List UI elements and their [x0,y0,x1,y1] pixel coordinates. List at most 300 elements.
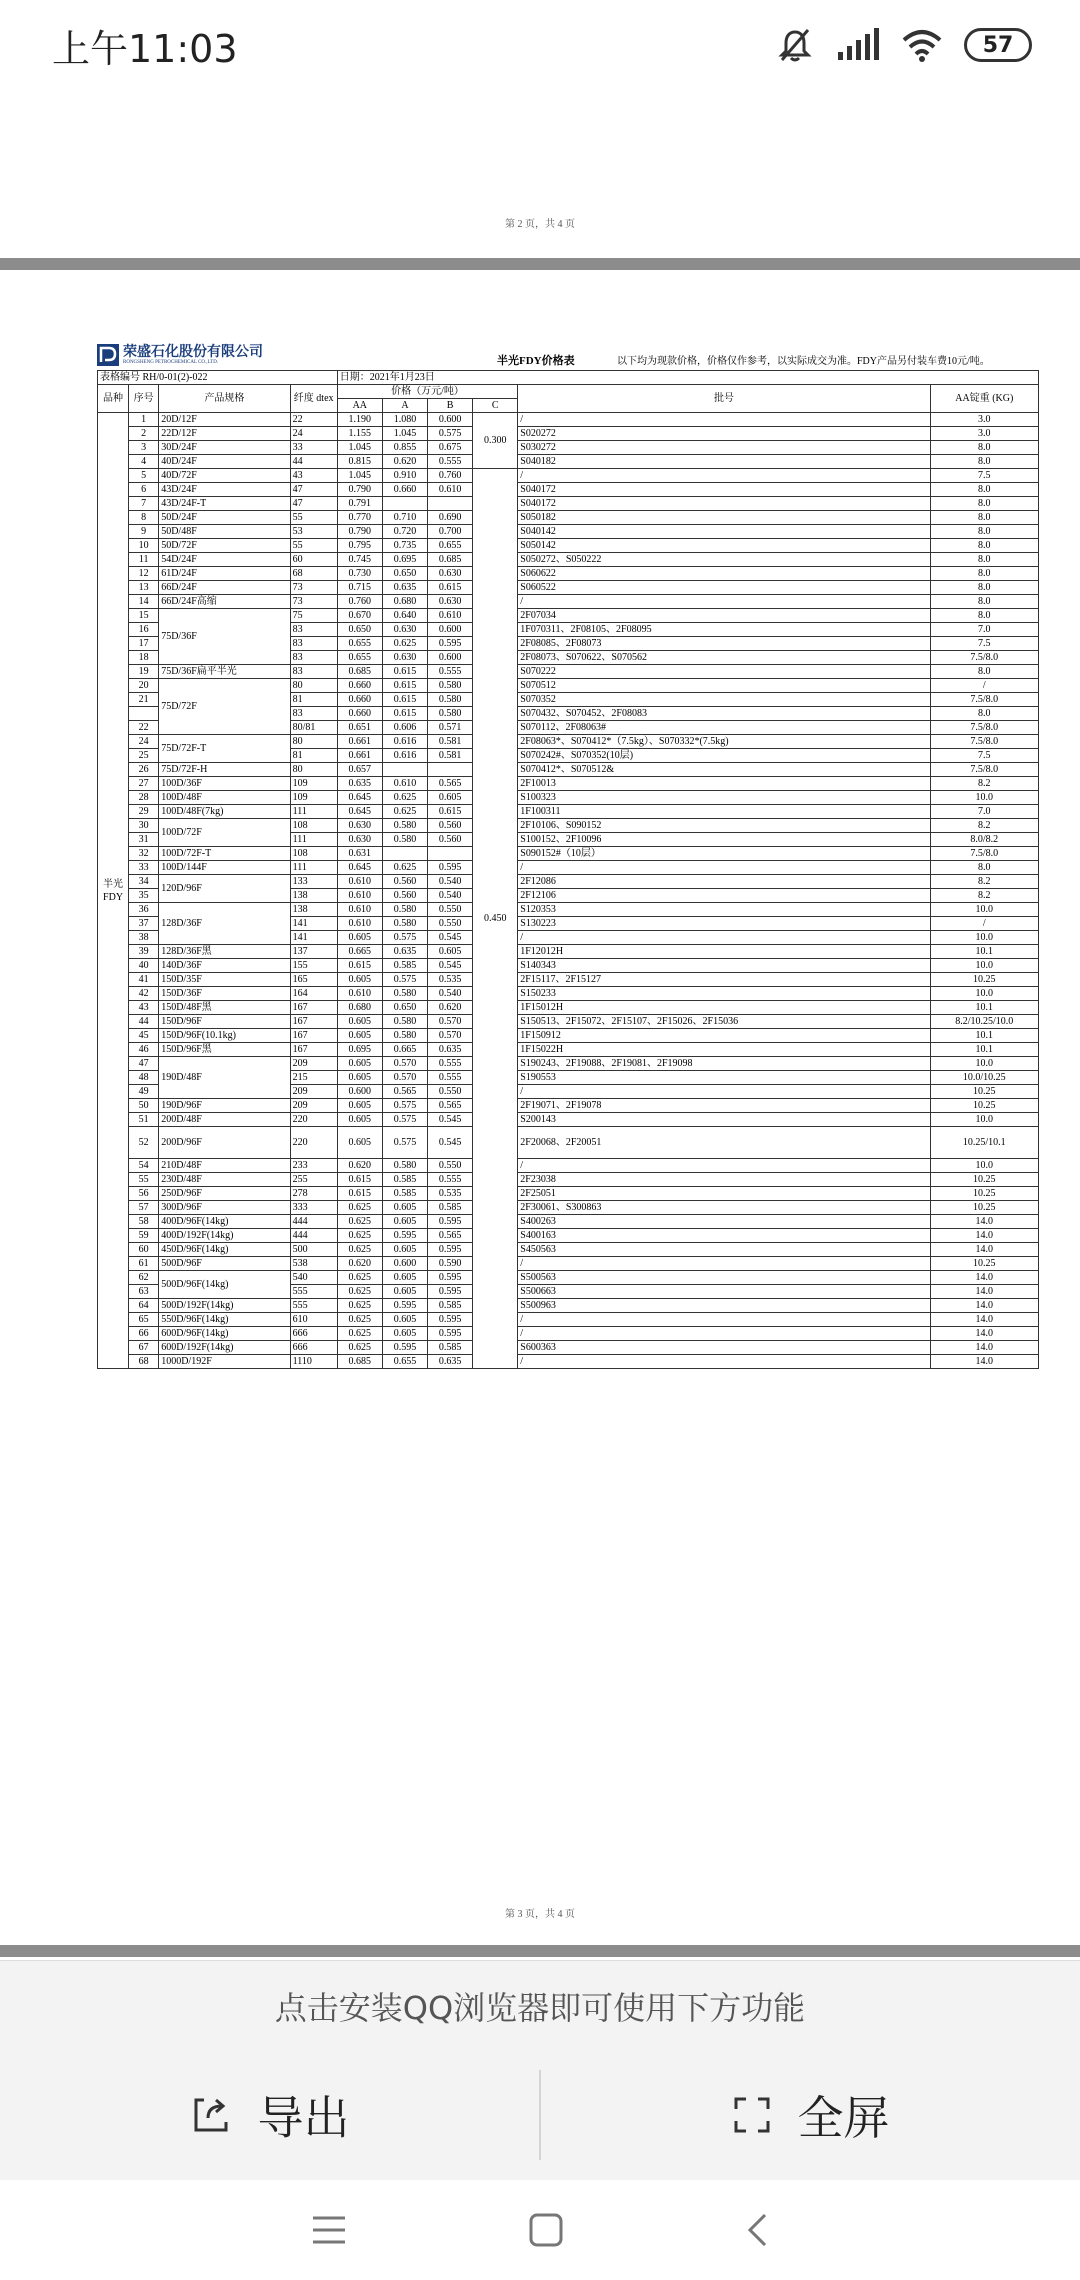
spec-cell: 150D/35F [159,973,290,987]
header-grade-aa: AA [337,399,382,413]
dtex-cell: 80 [290,735,337,749]
seq-cell: 39 [129,945,159,959]
page-separator [0,1945,1080,1957]
dtex-cell: 278 [290,1187,337,1201]
batch-cell: / [518,469,930,483]
dtex-cell: 555 [290,1285,337,1299]
seq-cell: 55 [129,1173,159,1187]
weight-cell: 8.0 [930,861,1038,875]
dtex-cell: 80 [290,679,337,693]
seq-cell: 16 [129,623,159,637]
price-aa-cell: 0.615 [337,1187,382,1201]
seq-cell: 20 [129,679,159,693]
table-row [98,1215,1039,1229]
price-b-cell: 0.540 [428,889,473,903]
batch-cell: S500963 [518,1299,930,1313]
price-document[interactable] [97,340,1039,1369]
table-row [98,413,1039,427]
price-a-cell: 0.735 [382,539,427,553]
export-button[interactable] [0,2050,539,2180]
table-row [98,427,1039,441]
batch-cell: 2F20068、2F20051 [518,1127,930,1159]
price-b-cell: 0.545 [428,1127,473,1159]
table-row [98,469,1039,483]
batch-cell: S190553 [518,1071,930,1085]
dtex-cell: 47 [290,483,337,497]
dtex-cell: 444 [290,1229,337,1243]
price-b-cell: 0.630 [428,595,473,609]
price-aa-cell: 0.625 [337,1229,382,1243]
weight-cell: 7.5/8.0 [930,735,1038,749]
spec-cell: 40D/24F [159,455,290,469]
seq-cell: 3 [129,441,159,455]
table-row [98,1127,1039,1159]
price-b-cell: 0.685 [428,553,473,567]
price-aa-cell: 0.631 [337,847,382,861]
battery-indicator: 57 [964,28,1032,62]
table-row [98,609,1039,623]
seq-cell: 6 [129,483,159,497]
weight-cell: 8.2 [930,819,1038,833]
page-label-bottom: 第 3 页，共 4 页 [505,1909,575,1920]
price-b-cell: 0.535 [428,1187,473,1201]
seq-cell: 49 [129,1085,159,1099]
price-b-cell: 0.585 [428,1201,473,1215]
price-aa-cell: 0.620 [337,1159,382,1173]
weight-cell: 10.25 [930,1085,1038,1099]
price-a-cell: 0.605 [382,1201,427,1215]
price-a-cell: 0.580 [382,987,427,1001]
table-row [98,539,1039,553]
spec-cell: 550D/96F(14kg) [159,1313,290,1327]
seq-cell: 35 [129,889,159,903]
price-b-cell: 0.600 [428,651,473,665]
table-row [98,1043,1039,1057]
spec-cell: 100D/72F-T [159,847,290,861]
table-row [98,1229,1039,1243]
price-b-cell: 0.555 [428,455,473,469]
dtex-cell: 167 [290,1015,337,1029]
dtex-cell: 83 [290,665,337,679]
status-icons [776,24,1032,66]
price-aa-cell: 0.670 [337,609,382,623]
price-aa-cell: 0.625 [337,1299,382,1313]
seq-cell: 38 [129,931,159,945]
weight-cell: 8.0 [930,553,1038,567]
seq-cell: 1 [129,413,159,427]
weight-cell: 10.0 [930,931,1038,945]
table-row [98,1313,1039,1327]
price-a-cell: 1.080 [382,413,427,427]
table-row [98,1187,1039,1201]
table-row [98,959,1039,973]
price-a-cell: 0.585 [382,959,427,973]
seq-cell: 43 [129,1001,159,1015]
spec-cell: 250D/96F [159,1187,290,1201]
batch-cell: 2F08063*、S070412*（7.5kg）、S070332*(7.5kg) [518,735,930,749]
price-a-cell: 0.570 [382,1071,427,1085]
dtex-cell: 167 [290,1001,337,1015]
weight-cell: 8.0 [930,441,1038,455]
dtex-cell: 80/81 [290,721,337,735]
batch-cell: / [518,1327,930,1341]
dtex-cell: 333 [290,1201,337,1215]
weight-cell: 14.0 [930,1313,1038,1327]
price-a-cell: 0.650 [382,567,427,581]
weight-cell: 10.0 [930,791,1038,805]
table-row [98,875,1039,889]
dtex-cell: 24 [290,427,337,441]
price-a-cell: 0.585 [382,1173,427,1187]
spec-cell: 500D/96F [159,1257,290,1271]
table-row [98,777,1039,791]
spec-cell: 500D/96F(14kg) [159,1271,290,1299]
price-aa-cell: 0.657 [337,763,382,777]
price-b-cell: 0.595 [428,1215,473,1229]
price-b-cell: 0.600 [428,623,473,637]
batch-cell: S140343 [518,959,930,973]
menu-icon[interactable] [311,2214,347,2246]
seq-cell: 30 [129,819,159,833]
status-time: 上午11:03 [52,27,238,71]
table-row [98,455,1039,469]
seq-cell: 27 [129,777,159,791]
dtex-cell: 83 [290,637,337,651]
weight-cell: 14.0 [930,1299,1038,1313]
batch-cell: S100152、2F10096 [518,833,930,847]
price-aa-cell: 0.665 [337,945,382,959]
price-a-cell: 0.910 [382,469,427,483]
system-nav-bar [0,2180,1080,2280]
spec-cell: 140D/36F [159,959,290,973]
install-banner[interactable]: 点击安装QQ浏览器即可使用下方功能 [0,1960,1080,2051]
batch-cell: 2F08085、2F08073 [518,637,930,651]
batch-cell: 2F25051 [518,1187,930,1201]
batch-cell: S050272、S050222 [518,553,930,567]
weight-cell: 10.0 [930,1159,1038,1173]
dtex-cell: 444 [290,1215,337,1229]
price-aa-cell: 0.630 [337,833,382,847]
dtex-cell: 141 [290,931,337,945]
table-row [98,945,1039,959]
export-icon [190,2094,232,2136]
spec-cell: 43D/24F [159,483,290,497]
price-b-cell: 0.760 [428,469,473,483]
dtex-cell: 83 [290,707,337,721]
batch-cell: S600363 [518,1341,930,1355]
form-number: 表格编号 RH/0-01(2)-022 [98,371,338,385]
weight-cell: 10.0 [930,903,1038,917]
price-b-cell: 0.565 [428,1099,473,1113]
weight-cell: 8.0 [930,525,1038,539]
dtex-cell: 111 [290,833,337,847]
price-aa-cell: 0.795 [337,539,382,553]
dtex-cell: 109 [290,791,337,805]
price-b-cell: 0.550 [428,1159,473,1173]
seq-cell: 56 [129,1187,159,1201]
dtex-cell: 538 [290,1257,337,1271]
batch-cell: S020272 [518,427,930,441]
batch-cell: S040182 [518,455,930,469]
home-icon[interactable] [528,2212,564,2248]
price-a-cell: 0.625 [382,805,427,819]
price-c-cell: 0.300 [473,413,518,469]
batch-cell: S060622 [518,567,930,581]
price-aa-cell: 0.730 [337,567,382,581]
batch-cell: S100323 [518,791,930,805]
document-note: 以下均为现款价格，价格仅作参考，以实际成交为准。FDY产品另付装车费10元/吨。 [617,356,990,367]
price-a-cell: 0.610 [382,777,427,791]
spec-cell: 100D/48F(7kg) [159,805,290,819]
dtex-cell: 233 [290,1159,337,1173]
weight-cell: 10.0 [930,1113,1038,1127]
seq-cell: 26 [129,763,159,777]
weight-cell: 7.5/8.0 [930,693,1038,707]
price-aa-cell: 0.625 [337,1341,382,1355]
price-b-cell: 0.655 [428,539,473,553]
price-b-cell: 0.585 [428,1341,473,1355]
batch-cell: 2F10013 [518,777,930,791]
table-row [98,861,1039,875]
price-a-cell: 0.605 [382,1271,427,1285]
dtex-cell: 80 [290,763,337,777]
weight-cell: 10.0 [930,1057,1038,1071]
price-b-cell: 0.595 [428,1271,473,1285]
dtex-cell: 53 [290,525,337,539]
table-row [98,819,1039,833]
price-aa-cell: 0.600 [337,1085,382,1099]
price-aa-cell: 0.645 [337,791,382,805]
price-b-cell: 0.555 [428,1173,473,1187]
back-icon[interactable] [745,2212,769,2248]
batch-cell: / [518,1159,930,1173]
batch-cell: 1F12012H [518,945,930,959]
weight-cell: 7.5 [930,637,1038,651]
price-b-cell: 0.555 [428,665,473,679]
weight-cell: 10.25 [930,1187,1038,1201]
weight-cell: 8.0 [930,595,1038,609]
header-spec: 产品规格 [159,385,290,413]
seq-cell: 65 [129,1313,159,1327]
price-a-cell: 0.605 [382,1243,427,1257]
price-aa-cell: 0.660 [337,693,382,707]
header-grade-b: B [428,399,473,413]
fullscreen-label: 全屏 [797,2091,890,2145]
batch-cell: S070242#、S070352(10层) [518,749,930,763]
seq-cell: 67 [129,1341,159,1355]
dtex-cell: 220 [290,1113,337,1127]
table-row [98,987,1039,1001]
batch-cell: 2F12086 [518,875,930,889]
weight-cell: 10.25 [930,1099,1038,1113]
dtex-cell: 43 [290,469,337,483]
seq-cell: 21 [129,693,159,707]
price-aa-cell: 0.645 [337,861,382,875]
batch-cell: / [518,1085,930,1099]
spec-cell: 50D/24F [159,511,290,525]
weight-cell: 14.0 [930,1327,1038,1341]
seq-cell: 5 [129,469,159,483]
weight-cell: 8.0 [930,539,1038,553]
dtex-cell: 81 [290,693,337,707]
price-a-cell: 0.605 [382,1313,427,1327]
price-b-cell: 0.595 [428,861,473,875]
dtex-cell: 540 [290,1271,337,1285]
price-b-cell: 0.615 [428,805,473,819]
price-b-cell: 0.635 [428,1355,473,1369]
dtex-cell: 1110 [290,1355,337,1369]
price-c-cell: 0.450 [473,469,518,1369]
price-b-cell: 0.570 [428,1015,473,1029]
weight-cell: 7.5/8.0 [930,651,1038,665]
weight-cell: 10.25 [930,1173,1038,1187]
price-b-cell: 0.605 [428,791,473,805]
spec-cell: 150D/48F黑 [159,1001,290,1015]
seq-cell: 29 [129,805,159,819]
price-a-cell: 0.580 [382,1015,427,1029]
spec-cell: 600D/192F(14kg) [159,1341,290,1355]
dtex-cell: 83 [290,623,337,637]
batch-cell: / [518,861,930,875]
weight-cell: 10.25 [930,1201,1038,1215]
dtex-cell: 68 [290,567,337,581]
batch-cell: S070352 [518,693,930,707]
spec-cell: 230D/48F [159,1173,290,1187]
seq-cell: 2 [129,427,159,441]
price-aa-cell: 0.605 [337,1127,382,1159]
price-a-cell: 0.695 [382,553,427,567]
price-aa-cell: 0.605 [337,973,382,987]
dtex-cell: 215 [290,1071,337,1085]
price-aa-cell: 0.615 [337,1173,382,1187]
seq-cell: 58 [129,1215,159,1229]
header-seq: 序号 [129,385,159,413]
seq-cell: 62 [129,1271,159,1285]
fullscreen-button[interactable] [541,2050,1080,2180]
header-grade-c: C [473,399,518,413]
spec-cell: 190D/48F [159,1057,290,1099]
batch-cell: 2F19071、2F19078 [518,1099,930,1113]
seq-cell: 47 [129,1057,159,1071]
batch-cell: S050182 [518,511,930,525]
price-aa-cell: 1.155 [337,427,382,441]
price-aa-cell: 0.610 [337,889,382,903]
table-row [98,1159,1039,1173]
table-row [98,595,1039,609]
action-bar [0,2050,1080,2180]
fullscreen-icon [732,2095,772,2135]
table-row [98,791,1039,805]
price-a-cell: 0.640 [382,609,427,623]
table-row [98,1001,1039,1015]
seq-cell: 4 [129,455,159,469]
dtex-cell: 167 [290,1029,337,1043]
price-a-cell: 0.595 [382,1341,427,1355]
weight-cell: 10.25/10.1 [930,1127,1038,1159]
weight-cell: 10.0 [930,959,1038,973]
seq-cell: 64 [129,1299,159,1313]
price-aa-cell: 0.625 [337,1285,382,1299]
table-row [98,847,1039,861]
spec-cell: 450D/96F(14kg) [159,1243,290,1257]
batch-cell: / [518,413,930,427]
spec-cell: 150D/96F黑 [159,1043,290,1057]
price-b-cell: 0.540 [428,875,473,889]
price-b-cell [428,497,473,511]
batch-cell: 2F10106、S090152 [518,819,930,833]
table-row [98,665,1039,679]
table-row [98,1015,1039,1029]
dtex-cell: 167 [290,1043,337,1057]
price-a-cell: 0.635 [382,581,427,595]
dtex-cell: 111 [290,861,337,875]
price-a-cell: 0.605 [382,1215,427,1229]
seq-cell: 33 [129,861,159,875]
weight-cell: 8.0 [930,567,1038,581]
price-b-cell: 0.545 [428,1113,473,1127]
batch-cell: 2F12106 [518,889,930,903]
table-row [98,1243,1039,1257]
price-b-cell: 0.615 [428,581,473,595]
header-grade-a: A [382,399,427,413]
dtex-cell: 500 [290,1243,337,1257]
weight-cell: 10.0/10.25 [930,1071,1038,1085]
batch-cell: 2F15117、2F15127 [518,973,930,987]
price-aa-cell: 0.661 [337,735,382,749]
spec-cell: 190D/96F [159,1099,290,1113]
seq-cell: 17 [129,637,159,651]
weight-cell: 14.0 [930,1229,1038,1243]
batch-cell: 1F15022H [518,1043,930,1057]
company-logo-icon [97,344,119,366]
table-row [98,763,1039,777]
weight-cell: 14.0 [930,1271,1038,1285]
batch-cell: S400263 [518,1215,930,1229]
seq-cell: 57 [129,1201,159,1215]
seq-cell: 15 [129,609,159,623]
table-row [98,581,1039,595]
price-aa-cell: 0.791 [337,497,382,511]
spec-cell: 54D/24F [159,553,290,567]
price-b-cell: 0.575 [428,427,473,441]
weight-cell: 7.5/8.0 [930,763,1038,777]
dtex-cell: 55 [290,539,337,553]
price-aa-cell: 0.625 [337,1327,382,1341]
seq-cell: 63 [129,1285,159,1299]
price-a-cell: 0.625 [382,861,427,875]
price-aa-cell: 0.745 [337,553,382,567]
table-row [98,1327,1039,1341]
spec-cell: 66D/24F [159,581,290,595]
spec-cell: 66D/24F高缩 [159,595,290,609]
price-b-cell: 0.690 [428,511,473,525]
weight-cell: 3.0 [930,427,1038,441]
price-aa-cell: 0.615 [337,959,382,973]
price-aa-cell: 0.655 [337,637,382,651]
price-a-cell [382,847,427,861]
price-a-cell: 0.630 [382,623,427,637]
spec-cell: 300D/96F [159,1201,290,1215]
price-aa-cell: 0.695 [337,1043,382,1057]
spec-cell: 100D/48F [159,791,290,805]
spec-cell: 40D/72F [159,469,290,483]
spec-cell: 200D/48F [159,1113,290,1127]
price-b-cell: 0.620 [428,1001,473,1015]
dtex-cell: 555 [290,1299,337,1313]
weight-cell: 8.0 [930,497,1038,511]
batch-cell: S190243、2F19088、2F19081、2F19098 [518,1057,930,1071]
price-a-cell: 0.575 [382,931,427,945]
